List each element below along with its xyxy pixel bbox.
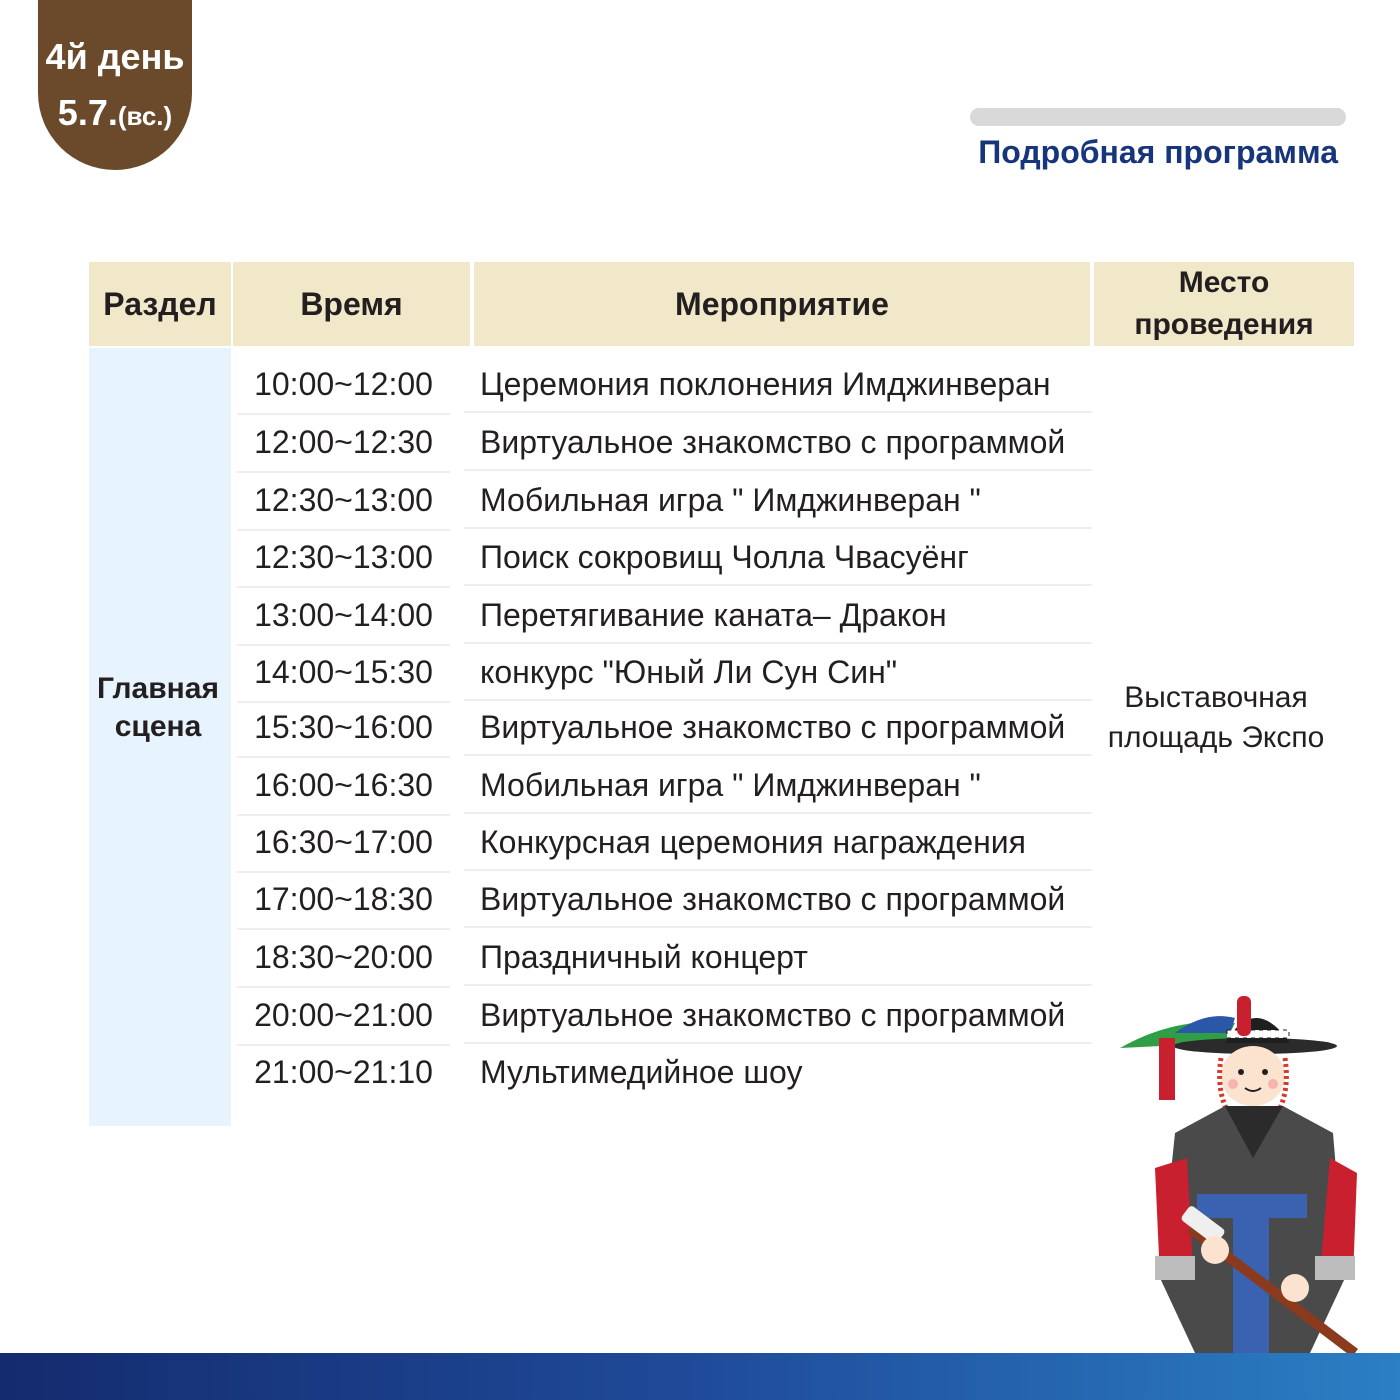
admiral-illustration: [1115, 988, 1365, 1353]
row-event: Конкурсная церемония награждения: [464, 815, 1092, 871]
title-decor-bar: [970, 108, 1346, 126]
row-time: 20:00~21:00: [237, 988, 450, 1046]
row-time: 10:00~12:00: [237, 357, 450, 415]
table-row: [0, 415, 1400, 472]
row-event: Виртуальное знакомство с программой: [464, 415, 1092, 471]
row-event: конкурс "Юный Ли Сун Син": [464, 645, 1092, 701]
row-event: Виртуальное знакомство с программой: [464, 988, 1092, 1044]
table-row: [0, 815, 1400, 872]
row-event: Мультимедийное шоу: [480, 1054, 803, 1090]
table-row: [0, 473, 1400, 530]
row-time: 13:00~14:00: [237, 588, 450, 646]
day-number: 4й день: [45, 36, 185, 77]
header-time: Время: [233, 262, 470, 346]
table-row: [0, 645, 1400, 702]
table-row: [0, 758, 1400, 815]
row-time: 12:00~12:30: [237, 415, 450, 473]
row-event: Мобильная игра " Имджинверан ": [464, 758, 1092, 814]
bottom-bar: [0, 1353, 1400, 1400]
table-row: [0, 357, 1400, 414]
row-time: 21:00~21:10: [254, 1054, 433, 1090]
page-title: Подробная программа: [978, 134, 1338, 170]
header-section: Раздел: [89, 262, 231, 346]
table-row: [0, 872, 1400, 929]
row-time: 12:30~13:00: [237, 530, 450, 588]
row-time: 12:30~13:00: [237, 473, 450, 531]
row-time: 17:00~18:30: [237, 872, 450, 930]
row-time: 18:30~20:00: [237, 930, 450, 988]
row-time: 15:30~16:00: [237, 700, 450, 758]
row-time: 16:30~17:00: [237, 815, 450, 873]
header-place: Место проведения: [1094, 262, 1354, 346]
row-time: 16:00~16:30: [237, 758, 450, 816]
row-event: Виртуальное знакомство с программой: [464, 872, 1092, 928]
row-time: 14:00~15:30: [237, 645, 450, 703]
place-label: Выставочная площадь Экспо: [1107, 681, 1325, 754]
day-badge: [38, 0, 192, 170]
row-event: Праздничный концерт: [464, 930, 1092, 986]
table-row: [0, 588, 1400, 645]
header-event: Мероприятие: [474, 262, 1090, 346]
section-label: Главная сцена: [96, 672, 219, 743]
day-date: 5.7.(вс.): [57, 92, 173, 133]
table-row: [0, 530, 1400, 587]
row-event: Виртуальное знакомство с программой: [464, 700, 1092, 756]
table-row: [0, 930, 1400, 987]
row-event: Мобильная игра " Имджинверан ": [464, 473, 1092, 529]
table-row: [0, 700, 1400, 757]
row-event: Церемония поклонения Имджинверан: [464, 357, 1092, 413]
row-event: Поиск сокровищ Чолла Чвасуёнг: [464, 530, 1092, 586]
row-event: Перетягивание каната– Дракон: [464, 588, 1092, 644]
